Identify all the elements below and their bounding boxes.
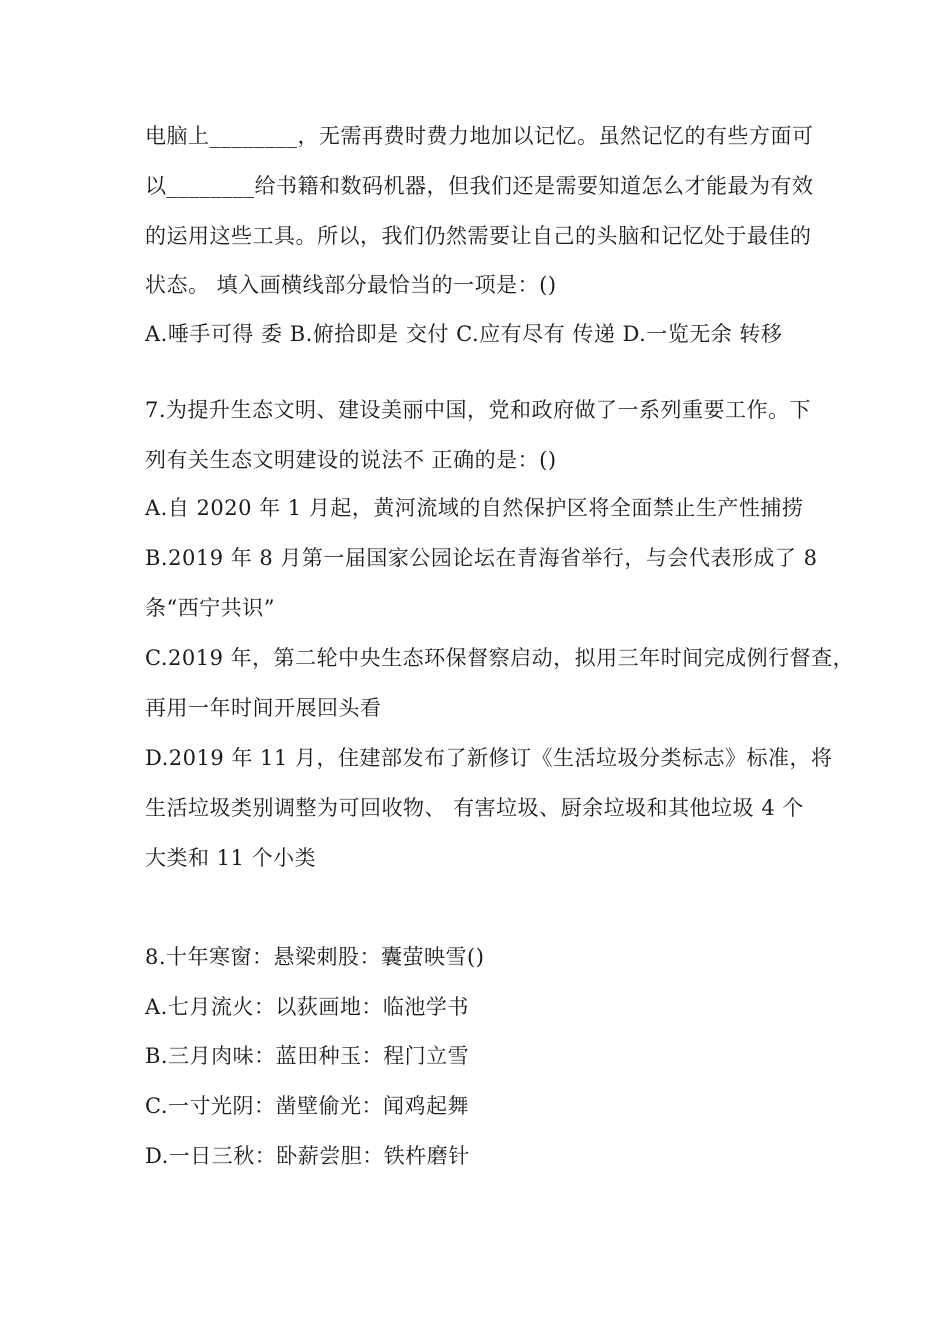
q6-options: A.唾手可得 委 B.俯拾即是 交付 C.应有尽有 传递 D.一览无余 转移 [145, 322, 783, 346]
q7-option-d-line-3: 大类和 11 个小类 [145, 846, 317, 870]
q8-option-d: D.一日三秋：卧薪尝胆：铁杵磨针 [145, 1144, 470, 1168]
q7-option-c-line-2: 再用一年时间开展回头看 [145, 696, 382, 720]
q7-option-d-line-1: D.2019 年 11 月，住建部发布了新修订《生活垃圾分类标志》标准，将 [145, 746, 833, 770]
q8-option-a: A.七月流火：以荻画地：临池学书 [145, 995, 469, 1019]
q8-stem: 8.十年寒窗：悬梁刺股：囊萤映雪() [145, 945, 485, 969]
q7-option-d-line-2: 生活垃圾类别调整为可回收物、 有害垃圾、厨余垃圾和其他垃圾 4 个 [145, 796, 804, 820]
q7-option-b-line-1: B.2019 年 8 月第一届国家公园论坛在青海省举行，与会代表形成了 8 [145, 546, 818, 570]
q6-line-3: 的运用这些工具。所以，我们仍然需要让自己的头脑和记忆处于最佳的 [145, 224, 812, 248]
q6-line-1: 电脑上________，无需再费时费力地加以记忆。虽然记忆的有些方面可 [145, 124, 814, 148]
q8-option-b: B.三月肉味：蓝田种玉：程门立雪 [145, 1044, 470, 1068]
q7-line-1: 7.为提升生态文明、建设美丽中国，党和政府做了一系列重要工作。下 [145, 398, 812, 422]
q7-line-2: 列有关生态文明建设的说法不 正确的是：() [145, 448, 557, 472]
q7-option-c-line-1: C.2019 年，第二轮中央生态环保督察启动，拟用三年时间完成例行督查， [145, 646, 855, 670]
q6-line-2: 以________给书籍和数码机器，但我们还是需要知道怎么才能最为有效 [145, 174, 814, 198]
q6-line-4: 状态。 填入画横线部分最恰当的一项是：() [145, 273, 557, 297]
q7-option-b-line-2: 条“西宁共识” [145, 596, 275, 620]
q8-option-c: C.一寸光阴：凿壁偷光：闻鸡起舞 [145, 1094, 469, 1118]
q7-option-a: A.自 2020 年 1 月起，黄河流域的自然保护区将全面禁止生产性捕捞 [145, 496, 804, 520]
